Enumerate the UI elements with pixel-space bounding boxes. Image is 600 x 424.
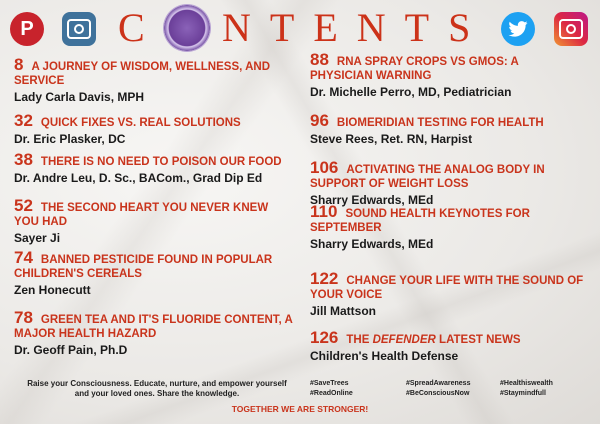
magazine-logo	[164, 5, 210, 51]
toc-entry[interactable]	[14, 111, 289, 147]
hashtag: #Healthiswealth	[500, 380, 553, 387]
author-name: Sharry Edwards, MEd	[310, 193, 434, 207]
page-number: 122	[310, 269, 339, 288]
hashtag: #BeConsciousNow	[406, 390, 470, 397]
toc-entry[interactable]	[310, 111, 580, 147]
article-title-prefix: THE	[346, 334, 373, 346]
toc-entry[interactable]	[310, 202, 570, 252]
hashtag: #Staymindfull	[500, 390, 546, 397]
author-name: Steve Rees, Ret. RN, Harpist	[310, 132, 473, 146]
article-title: BIOMERIDIAN TESTING FOR HEALTH	[336, 117, 544, 129]
page-number: 38	[14, 150, 33, 169]
author-name: Dr. Eric Plasker, DC	[14, 132, 126, 146]
toc-entry[interactable]	[310, 328, 570, 364]
toc-entry[interactable]	[310, 50, 570, 100]
page-number: 8	[14, 55, 24, 74]
article-title: QUICK FIXES VS. REAL SOLUTIONS	[40, 117, 241, 129]
article-title: CHANGE YOUR LIFE WITH THE SOUND OF YOUR VOICE	[310, 275, 584, 301]
author-name: Jill Mattson	[310, 304, 377, 318]
footer-message: Raise your Consciousness. Educate, nurture, and empower yourself and your loved ones. Share the knowledge.	[27, 379, 287, 398]
toc-entry[interactable]	[14, 308, 294, 358]
page-number: 96	[310, 111, 329, 130]
footer-slogan: TOGETHER WE ARE STRONGER!	[231, 404, 369, 414]
toc-entry[interactable]	[14, 196, 289, 246]
toc-entry[interactable]	[310, 158, 570, 208]
page-number: 32	[14, 111, 33, 130]
article-title: THE SECOND HEART YOU NEVER KNEW YOU HAD	[14, 202, 269, 228]
article-title: THERE IS NO NEED TO POISON OUR FOOD	[40, 156, 282, 168]
article-title-emphasis: DEFENDER	[372, 334, 436, 346]
page-number: 88	[310, 50, 329, 69]
author-name: Dr. Andre Leu, D. Sc., BACom., Grad Dip Ed	[14, 171, 263, 185]
page-number: 78	[14, 308, 33, 327]
instagram-icon[interactable]	[554, 12, 588, 46]
toc-entry[interactable]	[14, 55, 289, 105]
twitter-icon[interactable]	[501, 12, 535, 46]
hashtag: #SaveTrees	[310, 380, 349, 387]
article-title-suffix: LATEST NEWS	[435, 334, 521, 346]
article-title: ACTIVATING THE ANALOG BODY IN SUPPORT OF WEIGHT LOSS	[310, 164, 545, 190]
page-number: 126	[310, 328, 339, 347]
article-title: SOUND HEALTH KEYNOTES FOR SEPTEMBER	[310, 208, 530, 234]
pinterest-icon[interactable]: P	[10, 12, 44, 46]
page-number: 110	[310, 202, 338, 221]
author-name: Children's Health Defense	[310, 349, 459, 363]
author-name: Dr. Michelle Perro, MD, Pediatrician	[310, 85, 512, 99]
author-name: Sharry Edwards, MEd	[310, 237, 434, 251]
author-name: Sayer Ji	[14, 231, 61, 245]
author-name: Lady Carla Davis, MPH	[14, 90, 145, 104]
page-number: 52	[14, 196, 33, 215]
article-title: GREEN TEA AND IT'S FLUORIDE CONTENT, A MAJOR HEALTH HAZARD	[14, 314, 293, 340]
hashtag: #SpreadAwareness	[406, 380, 471, 387]
author-name: Zen Honecutt	[14, 283, 91, 297]
toc-entry[interactable]	[14, 248, 289, 298]
article-title: BANNED PESTICIDE FOUND IN POPULAR CHILDREN'S CEREALS	[14, 254, 273, 280]
toc-entry[interactable]	[14, 150, 294, 186]
page-title: NTENTS	[222, 5, 490, 50]
instagram-icon[interactable]	[62, 12, 96, 46]
author-name: Dr. Geoff Pain, Ph.D	[14, 343, 128, 357]
page-number: 106	[310, 158, 339, 177]
page-number: 74	[14, 248, 33, 267]
toc-entry[interactable]	[310, 269, 590, 319]
hashtag: #ReadOnline	[310, 390, 353, 397]
page-title-first-letter: C	[118, 5, 145, 50]
article-title: RNA SPRAY CROPS VS GMOS: A PHYSICIAN WARNING	[310, 56, 519, 82]
article-title: A JOURNEY OF WISDOM, WELLNESS, AND SERVICE	[14, 61, 270, 87]
